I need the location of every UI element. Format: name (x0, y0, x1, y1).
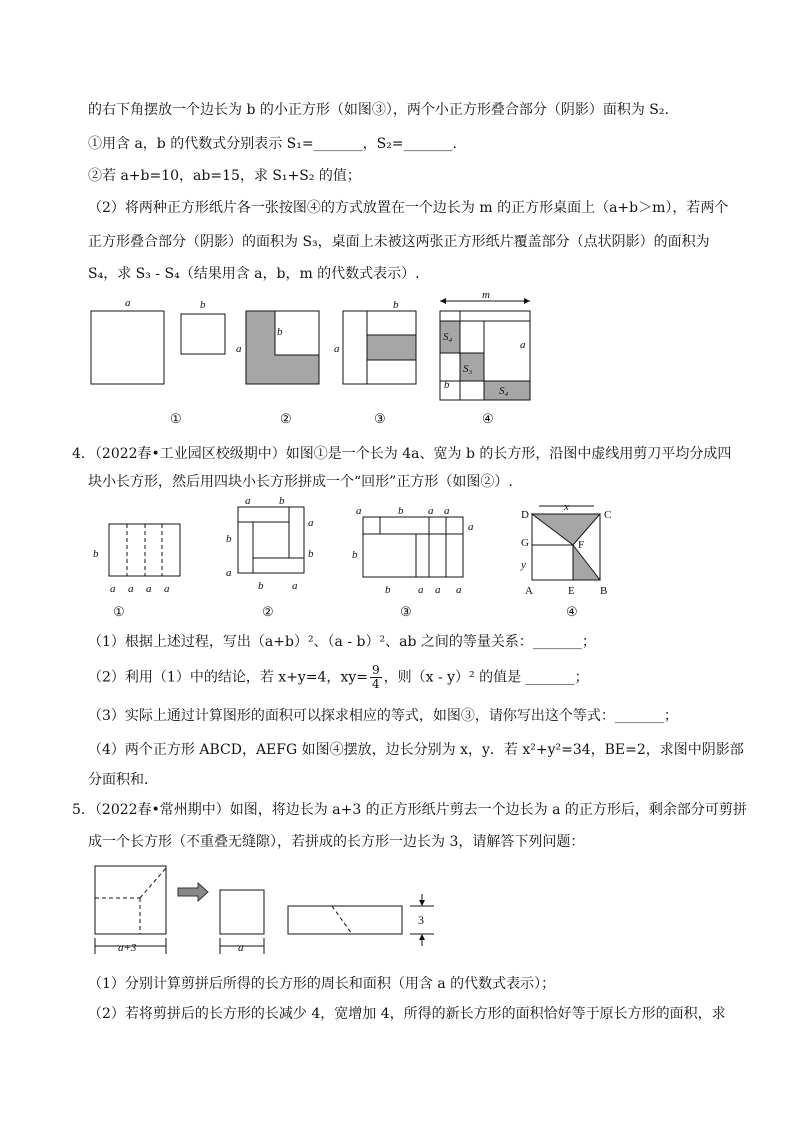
fig4-label-s4a: S₄ (443, 331, 453, 343)
figure-group-q5 (0, 858, 794, 968)
q5-part-2: （2）若将剪拼后的长方形的长减少 4，宽增加 4，所得的新长方形的面积恰好等于原长方形的面积，求 (88, 1006, 726, 1022)
svg-text:a: a (292, 580, 298, 592)
q5-label-3: 3 (418, 913, 424, 927)
arrow-icon (178, 883, 208, 901)
text-line-3: ②若 a+b=10，ab=15，求 S₁+S₂ 的值； (88, 168, 361, 184)
fig4-label-a: a (520, 339, 526, 351)
svg-text:a: a (110, 583, 116, 595)
svg-text:b: b (385, 584, 391, 596)
svg-text:b: b (93, 548, 99, 560)
fig1-square-b (181, 314, 225, 354)
q4-part-3: （3）实际上通过计算图形的面积可以探求相应的等式，如图③，请你写出这个等式：_______； (88, 708, 678, 724)
fig1b-label-b: b (200, 299, 206, 311)
svg-text:b: b (279, 495, 285, 507)
q4-line-1: 4．（2022春•工业园区校级期中）如图①是一个长为 4a、宽为 b 的长方形，沿图中虚线用剪刀平均分成四 (72, 446, 732, 462)
q4-part-2-lead: （2）利用（1）中的结论，若 x+y=4， (88, 669, 341, 686)
svg-text:D: D (521, 509, 529, 521)
q5-long-rect (288, 906, 402, 934)
figure-group-squares (0, 288, 794, 428)
svg-text:a: a (468, 521, 474, 533)
q4-part-4a: （4）两个正方形 ABCD，AEFG 如图④摆放，边长分别为 x，y．若 x²+y²=34，BE=2，求图中阴影部 (88, 742, 744, 758)
svg-text:y: y (521, 559, 526, 571)
svg-text:a: a (435, 584, 441, 596)
q4-part-1: （1）根据上述过程，写出（a+b）²、（a - b）²、ab 之间的等量关系：_______； (88, 634, 596, 650)
svg-text:a: a (146, 583, 152, 595)
figure-group-q4 (0, 494, 794, 622)
svg-text:B: B (600, 585, 608, 597)
q4-part-2 (88, 664, 589, 691)
text-line-4: （2）将两种正方形纸片各一张按图④的方式放置在一个边长为 m 的正方形桌面上（a+b＞m），若两个 (88, 200, 729, 216)
svg-text:b: b (258, 580, 264, 592)
svg-text:a: a (128, 583, 134, 595)
svg-text:b: b (226, 533, 232, 545)
svg-text:b: b (398, 505, 404, 517)
svg-text:E: E (568, 585, 575, 597)
svg-text:a: a (428, 505, 434, 517)
text-line-1: 的右下角摆放一个边长为 b 的小正方形（如图③），两个小正方形叠合部分（阴影）面积为 S₂. (88, 102, 669, 118)
svg-text:①: ① (113, 604, 125, 619)
fraction (370, 664, 382, 691)
text-line-2: ①用含 a，b 的代数式分别表示 S₁=_______，S₂=_______. (88, 136, 457, 152)
fig3-label-b: b (393, 299, 399, 311)
caption-4: ④ (482, 411, 494, 426)
svg-text:④: ④ (566, 604, 578, 619)
svg-text:b: b (352, 549, 358, 561)
q4-fig3-rect (363, 517, 463, 577)
svg-text:a: a (164, 583, 170, 595)
q5-big-square (95, 866, 166, 934)
fig3-shade (367, 335, 416, 360)
fig4-label-b: b (444, 379, 450, 391)
svg-text:a: a (356, 505, 362, 517)
svg-text:b: b (308, 548, 314, 560)
fig4-label-s4b: S₄ (499, 385, 509, 397)
svg-text:a: a (226, 567, 232, 579)
caption-1: ① (170, 411, 182, 426)
svg-text:③: ③ (400, 604, 412, 619)
svg-text:a: a (418, 584, 424, 596)
fraction-den: 4 (371, 677, 380, 691)
fig1-square-a (91, 311, 164, 384)
q4-part-2-xy: xy= (340, 669, 368, 686)
fig4-label-m: m (482, 289, 490, 301)
caption-3: ③ (374, 411, 386, 426)
q4-part-4b: 分面积和． (88, 772, 158, 788)
caption-2: ② (280, 411, 292, 426)
q4-fig4-shade-top (532, 514, 600, 545)
svg-text:C: C (604, 509, 612, 521)
q5-part-1: （1）分别计算剪拼后所得的长方形的周长和面积（用含 a 的代数式表示）； (88, 976, 556, 992)
fig1-label-a: a (125, 297, 131, 309)
svg-text:a: a (444, 505, 450, 517)
svg-text:x: x (564, 501, 569, 513)
q5-small-square (220, 890, 264, 934)
svg-text:A: A (525, 585, 533, 597)
q5-label-a3: a+3 (118, 942, 137, 954)
fig2-label-b: b (277, 326, 283, 338)
fig4-label-s3: S₃ (463, 363, 473, 375)
fraction-num: 9 (371, 663, 380, 677)
svg-text:G: G (521, 537, 529, 549)
q4-part-2-tail: ，则（x - y）² 的值是 _______； (383, 669, 589, 686)
svg-text:②: ② (262, 604, 274, 619)
svg-text:F: F (578, 539, 585, 551)
svg-text:a: a (456, 584, 462, 596)
text-line-5: 正方形叠合部分（阴影）的面积为 S₃，桌面上未被这两张正方形纸片覆盖部分（点状阴影）的面积为 (88, 234, 710, 250)
q5-label-a: a (238, 942, 244, 954)
q4-fig2-square (238, 507, 304, 573)
svg-text:a: a (308, 517, 314, 529)
q4-line-2: 块小长方形，然后用四块小长方形拼成一个“回形”正方形（如图②）. (88, 474, 513, 490)
text-line-6: S₄，求 S₃ - S₄（结果用含 a，b，m 的代数式表示）. (88, 266, 420, 282)
q5-line-1: 5．（2022春•常州期中）如图，将边长为 a+3 的正方形纸片剪去一个边长为 a 的正方形后，剩余部分可剪拼 (72, 802, 747, 818)
q5-line-2: 成一个长方形（不重叠无缝隙），若拼成的长方形一边长为 3，请解答下列问题： (88, 834, 585, 850)
svg-text:a: a (245, 495, 251, 507)
fig2-label-a: a (236, 343, 242, 355)
fig3-label-a: a (334, 343, 340, 355)
